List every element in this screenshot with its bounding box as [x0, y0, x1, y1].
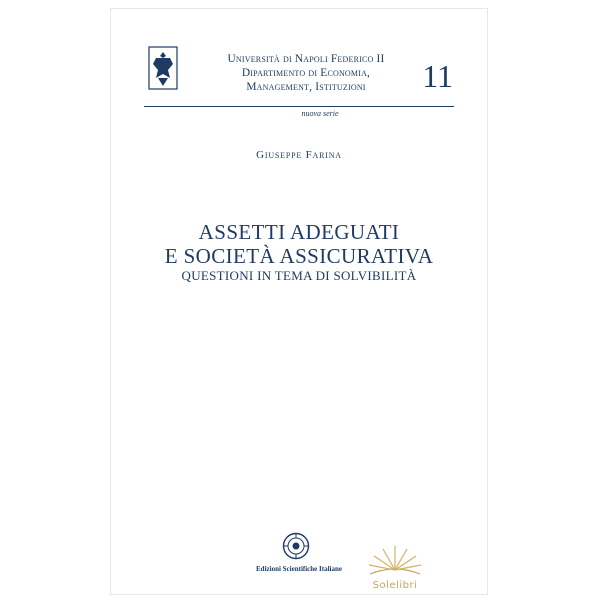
solelibri-brand: Solelibri	[372, 580, 418, 591]
institution-line-3: Management, Istituzioni	[246, 81, 366, 93]
series-label: nuova serie	[301, 109, 339, 118]
book-subtitle: QUESTIONI IN TEMA DI SOLVIBILITÀ	[181, 268, 417, 283]
title-line-1: ASSETTI ADEGUATI	[198, 220, 400, 244]
institution-line-1: Università di Napoli Federico II	[227, 53, 385, 65]
header-divider	[144, 106, 454, 107]
institution-header	[206, 52, 406, 94]
institution-line-2: Dipartimento di Economia,	[241, 67, 371, 79]
author-name: Giuseppe Farina	[256, 149, 342, 161]
series-number: 11	[422, 58, 453, 94]
book-title	[110, 220, 488, 284]
publisher-name: Edizioni Scientifiche Italiane	[256, 565, 342, 573]
publisher-logo-icon	[282, 532, 310, 560]
university-crest-icon	[146, 44, 180, 92]
book-cover	[110, 8, 488, 595]
title-line-2: E SOCIETÀ ASSICURATIVA	[164, 244, 434, 268]
